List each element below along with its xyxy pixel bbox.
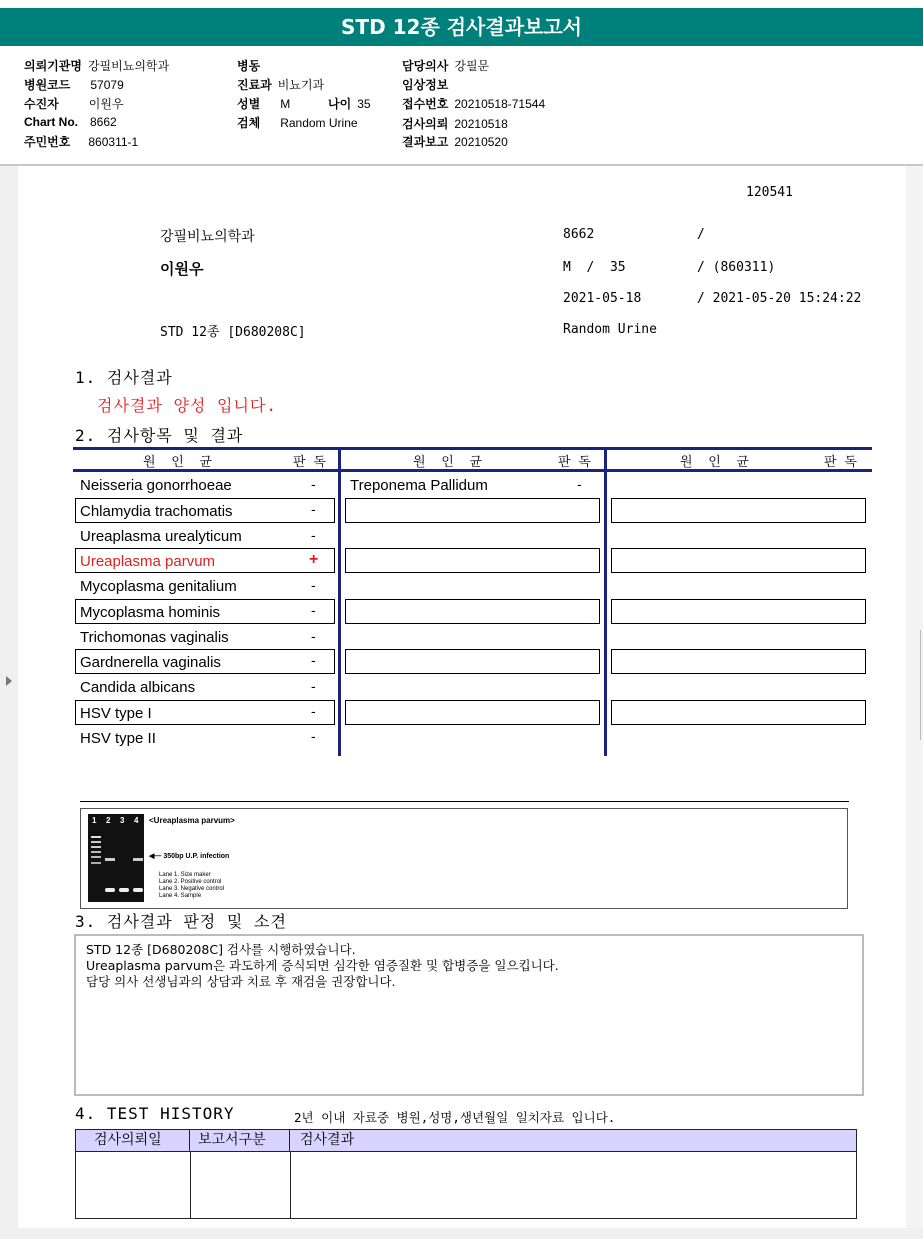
received-date: 2021-05-18 — [563, 291, 642, 306]
header-field: 성별 M — [237, 97, 291, 111]
header-field: 주민번호 860311-1 — [24, 135, 139, 149]
header-field: 담당의사 강필문 — [402, 59, 490, 73]
organism-result: - — [577, 476, 582, 492]
empty-cell — [611, 649, 866, 674]
empty-cell — [345, 548, 600, 573]
empty-cell — [611, 498, 866, 523]
organism-result: - — [311, 602, 316, 618]
history-col-result: 검사결과 — [289, 1129, 857, 1152]
column-header-organism: 원 인 균 — [143, 455, 212, 470]
organism-name-positive: Ureaplasma parvum — [80, 553, 216, 570]
empty-cell — [345, 599, 600, 624]
report-number: 120541 — [746, 185, 793, 200]
organism-result: - — [311, 501, 316, 517]
clinic-name: 강필비뇨의학과 — [160, 229, 255, 245]
organism-name: Trichomonas vaginalis — [80, 629, 229, 646]
organism-result: - — [311, 476, 316, 492]
organism-result-positive: + — [309, 551, 319, 568]
scrollbar-track[interactable] — [920, 630, 921, 740]
empty-cell — [611, 599, 866, 624]
separator: / — [697, 227, 705, 242]
positive-result: 검사결과 양성 입니다. — [97, 396, 278, 415]
opinion-line: 담당 의사 선생님과의 상담과 치료 후 재검을 권장합니다. — [86, 974, 396, 989]
empty-cell — [345, 498, 600, 523]
header-field: 의뢰기관명 강필비뇨의학과 — [24, 59, 170, 73]
organism-name: Gardnerella vaginalis — [80, 654, 221, 671]
header-field: 진료과 비뇨기과 — [237, 78, 325, 92]
organism-name: Treponema Pallidum — [350, 477, 488, 494]
empty-cell — [611, 548, 866, 573]
lane-label: 2 — [106, 816, 111, 825]
lane-label: 4 — [134, 816, 139, 825]
header-field: 병동 — [237, 59, 261, 73]
organism-name: HSV type II — [80, 730, 156, 747]
chart-number: 8662 — [563, 227, 595, 242]
column-header-judgement: 판 독 — [558, 455, 591, 470]
opinion-box — [74, 934, 864, 1096]
empty-cell — [345, 649, 600, 674]
section-4-title: 4. TEST HISTORY — [75, 1104, 235, 1123]
header-field: Chart No. 8662 — [24, 115, 117, 129]
opinion-line: STD 12종 [D680208C] 검사를 시행하였습니다. — [86, 942, 356, 957]
header-info — [0, 48, 923, 164]
organism-name: Mycoplasma genitalium — [80, 578, 237, 595]
organism-result: - — [311, 728, 316, 744]
section-1-title: 1. 검사결과 — [75, 368, 173, 387]
column-header-organism: 원 인 균 — [680, 455, 749, 470]
organism-result: - — [311, 527, 316, 543]
empty-cell — [611, 700, 866, 725]
gel-image — [88, 814, 144, 902]
organism-name: Chlamydia trachomatis — [80, 503, 233, 520]
lane-label: 1 — [92, 816, 97, 825]
gel-marker: ◀— 350bp U.P. infection — [149, 853, 230, 860]
gel-top-rule — [80, 801, 849, 802]
organism-result: - — [311, 678, 316, 694]
header-divider — [0, 164, 923, 166]
history-note: 2년 이내 자료중 병원,성명,생년월일 일치자료 입니다. — [294, 1110, 616, 1125]
header-field: 접수번호 20210518-71544 — [402, 97, 546, 111]
header-field: 결과보고 20210520 — [402, 135, 508, 149]
history-col-type: 보고서구분 — [189, 1129, 290, 1152]
left-gutter — [0, 166, 18, 1239]
gel-legend: Lane 1. Size maker Lane 2. Positive control Lane 3. Negative control Lane 4. Sample — [159, 872, 225, 899]
organism-result: - — [311, 703, 316, 719]
section-3-title: 3. 검사결과 판정 및 소견 — [75, 912, 287, 931]
empty-cell — [345, 700, 600, 725]
organism-name: Candida albicans — [80, 679, 196, 696]
organism-name: Neisseria gonorrhoeae — [80, 477, 232, 494]
organism-name: Ureaplasma urealyticum — [80, 528, 242, 545]
header-field: 수진자 이원우 — [24, 97, 124, 111]
header-field: 검사의뢰 20210518 — [402, 117, 508, 131]
expand-arrow-icon[interactable] — [6, 676, 12, 686]
history-col-date: 검사의뢰일 — [75, 1129, 190, 1152]
patient-name: 이원우 — [160, 260, 204, 278]
report-title: STD 12종 검사결과보고서 — [0, 8, 923, 46]
table-top-rule — [73, 447, 872, 450]
reported-datetime: / 2021-05-20 15:24:22 — [697, 291, 862, 306]
organism-result: - — [311, 577, 316, 593]
organism-result: - — [311, 652, 316, 668]
column-divider — [604, 448, 607, 756]
column-divider — [338, 448, 341, 756]
header-field: 임상정보 — [402, 78, 449, 92]
column-header-judgement: 판 독 — [293, 455, 326, 470]
organism-result: - — [311, 628, 316, 644]
lane-label: 3 — [120, 816, 125, 825]
header-field-age: 나이 35 — [328, 97, 371, 111]
gel-title: <Ureaplasma parvum> — [149, 816, 235, 825]
section-2-title: 2. 검사항목 및 결과 — [75, 426, 244, 445]
column-header-judgement: 판 독 — [824, 455, 857, 470]
specimen: Random Urine — [563, 322, 657, 337]
header-field: 검체 Random Urine — [237, 116, 358, 130]
bottom-gutter — [0, 1228, 923, 1239]
test-name: STD 12종 [D680208C] — [160, 325, 306, 340]
organism-name: Mycoplasma hominis — [80, 604, 221, 621]
gel-image-frame — [80, 808, 848, 909]
column-header-organism: 원 인 균 — [413, 455, 482, 470]
organism-name: HSV type I — [80, 705, 152, 722]
opinion-line: Ureaplasma parvum은 과도하게 증식되면 심각한 염증질환 및 합병증을 일으킵니다. — [86, 958, 559, 973]
sex-age: M / 35 — [563, 260, 626, 275]
birth-date: / (860311) — [697, 260, 776, 275]
history-table-body — [75, 1151, 857, 1219]
header-field: 병원코드 57079 — [24, 78, 124, 92]
